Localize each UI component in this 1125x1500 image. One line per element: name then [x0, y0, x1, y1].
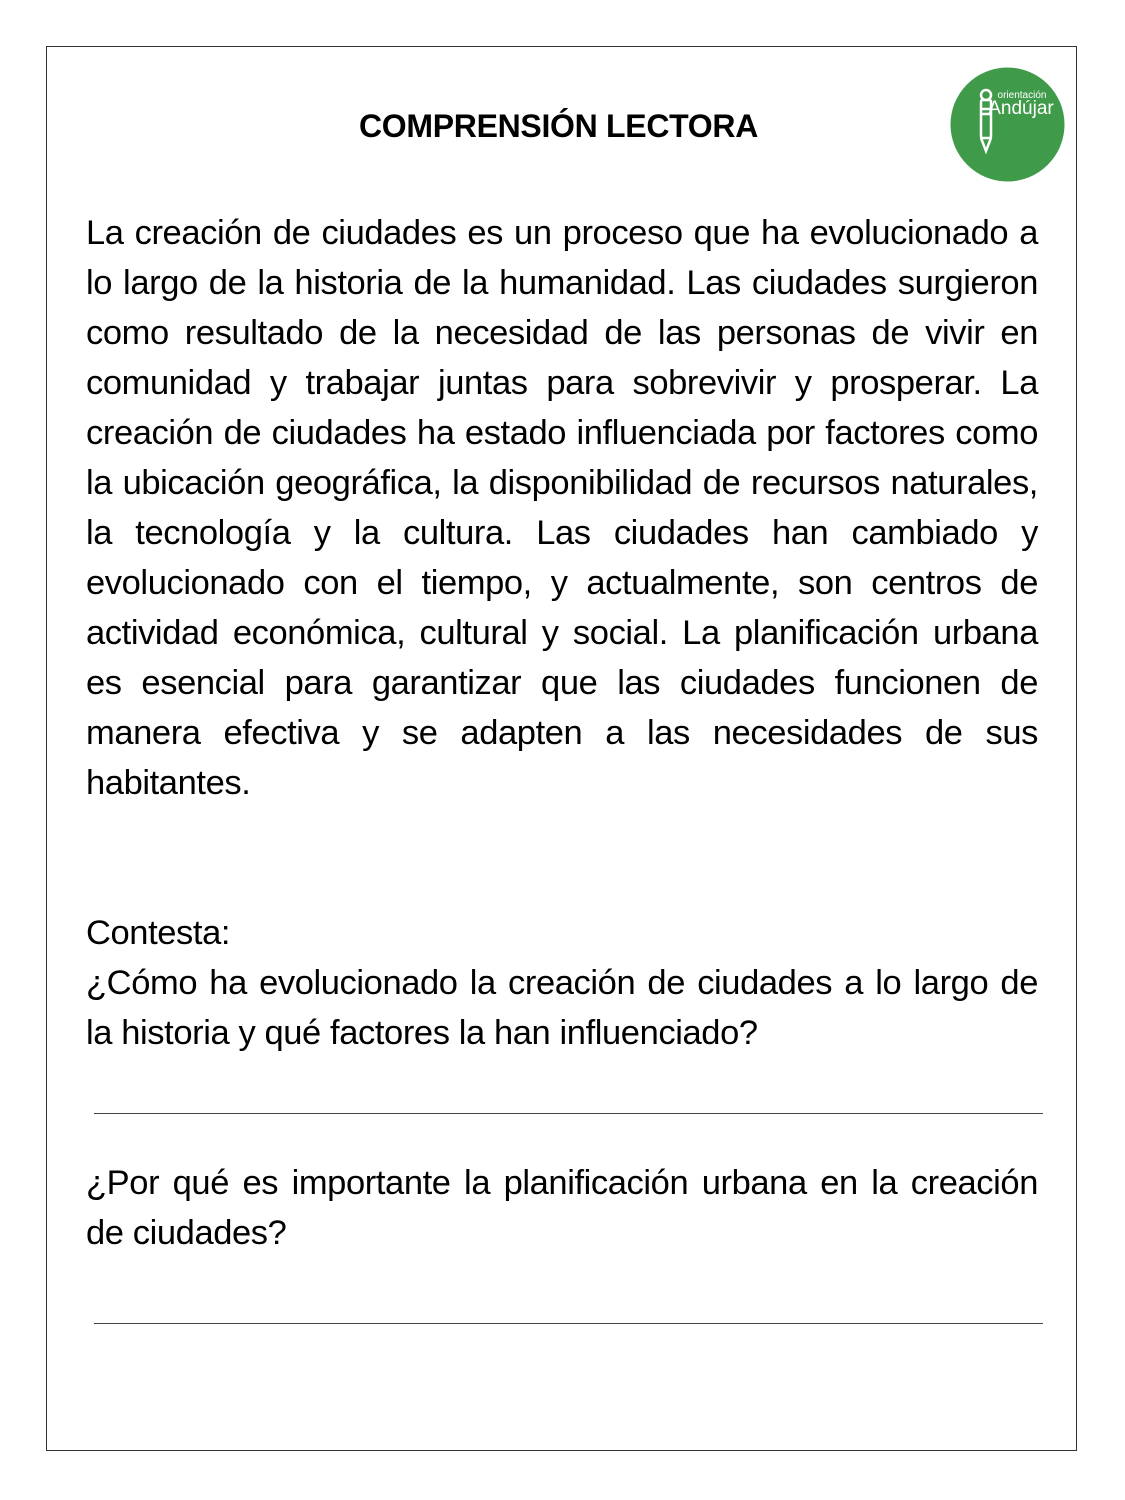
reading-passage: La creación de ciudades es un proceso que ha evolucionado a lo largo de la historia de la humanidad. Las ciudades surgieron como resultado de la necesidad de las personas de vivir en comunidad y trabajar juntas para sobrevivir y prosperar. La creación de ciudades ha estado influenciada por factores como la ubicación geográfica, la disponibilidad de recursos naturales, la tecnología y la cultura. Las ciudades han cambiado y evolucionado con el tiempo, y actualmente, son centros de actividad económica, cultural y social. La planificación urbana es esencial para garantizar que las ciudades funcionen de manera efectiva y se adapten a las necesidades de sus habitantes.: [86, 214, 1038, 802]
question-2: ¿Por qué es importante la planificación urbana en la creación de ciudades?: [86, 1164, 1038, 1252]
answer-line-2[interactable]: [94, 1323, 1043, 1324]
answer-line-1[interactable]: [94, 1113, 1043, 1114]
orientacion-andujar-logo: [950, 67, 1065, 182]
logo-graphic: [950, 67, 1065, 182]
question-1: ¿Cómo ha evolucionado la creación de ciudades a lo largo de la historia y qué factores la han influenciado?: [86, 964, 1038, 1052]
answer-prompt: Contesta:: [86, 914, 231, 952]
logo-name-text: Andújar: [988, 98, 1054, 119]
logo-subtitle-text: orientación: [997, 90, 1047, 101]
worksheet-title: COMPRENSIÓN LECTORA: [358, 108, 759, 144]
